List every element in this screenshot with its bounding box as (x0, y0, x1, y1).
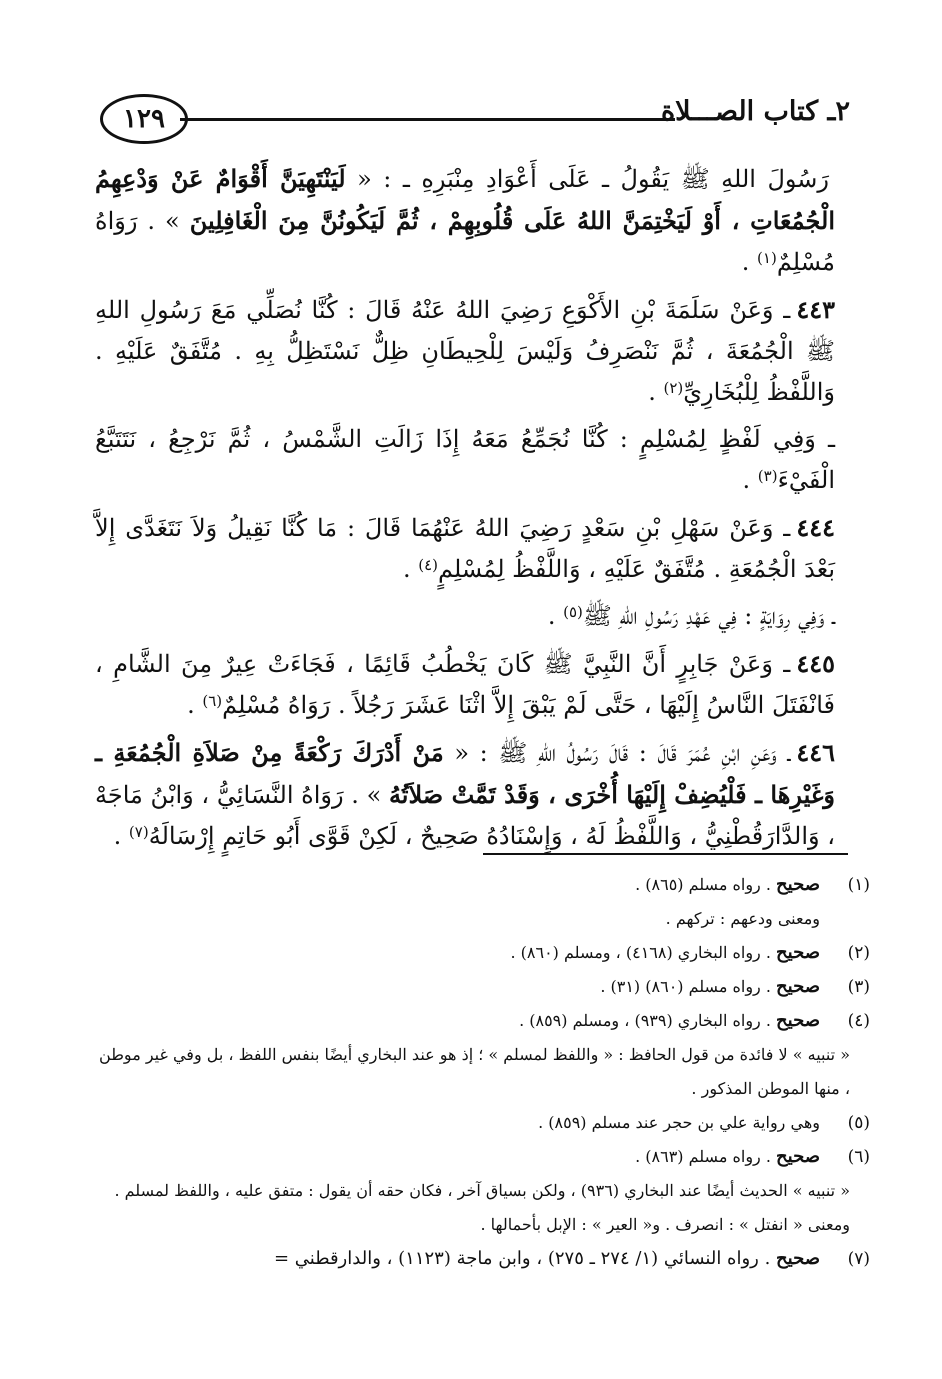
text: . رواه مسلم (٨٦٠) (٣١) . (600, 977, 777, 996)
footnote (90, 902, 870, 936)
text: ـ وَعَنْ جَابِرٍ أَنَّ النَّبِيَّ ﷺ كَانَ يَخْطُبُ قَائِمًا ، فَجَاءَتْ عِيرٌ مِنَ الشَّامِ ، فَانْفَتَلَ النَّاسُ إِلَيْهَا ، حَتَّى لَمْ يَبْقَ إِلاَّ اثْنَا عَشَرَ رَجُلاً . رَوَاهُ مُسْلِمٌ (95, 650, 835, 719)
text: رَسُولَ اللهِ ﷺ يَقُولُ ـ عَلَى أَعْوَادِ مِنْبَرِهِ ـ : « (345, 165, 829, 193)
text: . (187, 691, 203, 719)
footnote-text (90, 936, 820, 970)
text: . رواه البخاري (٩٣٩) ، ومسلم (٨٥٩) . (519, 1011, 777, 1030)
footnote-text (90, 1242, 820, 1276)
text: . (402, 555, 419, 583)
hadith-paragraph (95, 419, 835, 501)
footnote-ref: (١) (757, 249, 777, 267)
text: » . رَوَاهُ النَّسَائِيُّ ، وَابْنُ مَاجَهْ ، وَالدَّارَقُطْنِيُّ ، وَاللَّفْظُ لَهُ ، وَإِسْنَادُهُ صَحِيحٌ ، لَكِنْ قَوَّى أَبُو حَاتِمٍ إِرْسَالَهُ (95, 781, 835, 850)
grade: صحيح (776, 1146, 820, 1167)
grade: صحيح (776, 1248, 820, 1269)
hadith-paragraph (95, 596, 835, 637)
text: . (648, 378, 664, 406)
footnote-separator (483, 853, 848, 855)
text: . (742, 466, 758, 494)
page-header (100, 88, 850, 152)
footnote (90, 1140, 870, 1174)
footnote-number: (٢) (847, 943, 870, 963)
hadith-paragraph (95, 507, 835, 590)
footnote-ref: (٦) (202, 692, 223, 710)
footnote-text: ومعنى ودعهم : تركهم . (665, 909, 820, 928)
footnote (90, 1174, 870, 1208)
footnote-text (90, 868, 820, 902)
footnote (90, 1106, 870, 1140)
grade: صحيح (776, 942, 820, 963)
footnote (90, 1004, 870, 1038)
text: . (547, 602, 564, 630)
footnote-number: (٧) (847, 1249, 870, 1269)
footnote-text: وهي رواية علي بن حجر عند مسلم (٨٥٩) . (538, 1113, 820, 1132)
hadith-paragraph (95, 289, 835, 413)
text: . رواه مسلم (٨٦٣) . (635, 1147, 777, 1166)
footnote-ref: (٤) (418, 556, 438, 574)
text: ـ وَفِي رِوَايَةٍ : فِي عَهْدِ رَسُولِ اللهِ ﷺ (582, 602, 835, 630)
text: » . رَوَاهُ مُسْلِمٌ (95, 207, 835, 276)
footnote-number: (٥) (847, 1113, 870, 1133)
footnote (90, 868, 870, 902)
grade: صحيح (776, 1010, 820, 1031)
text: . (113, 822, 129, 850)
header-rule (180, 118, 675, 121)
footnote (90, 1208, 870, 1242)
hadith-number: ٤٤٣ (796, 295, 835, 324)
hadith-paragraph (95, 643, 835, 726)
footnote-text (90, 1004, 820, 1038)
footnote-number: (٤) (847, 1011, 870, 1031)
footnote-ref: (٣) (757, 467, 778, 485)
main-text (95, 158, 835, 863)
footnote-text (90, 970, 820, 1004)
footnote-ref: (٧) (128, 823, 149, 841)
text: ـ وَعَنِ ابْنِ عُمَرَ قَالَ : قَالَ رَسُولُ اللهِ ﷺ : « (443, 739, 791, 767)
footnote-number: (٣) (847, 977, 870, 997)
footnote (90, 970, 870, 1004)
text: ـ وَعَنْ سَلَمَةَ بْنِ الأَكْوَعِ رَضِيَ اللهُ عَنْهُ قَالَ : كُنَّا نُصَلِّي مَعَ رَسُولِ اللهِ ﷺ الْجُمُعَةَ ، ثُمَّ نَنْصَرِفُ وَلَيْسَ لِلْحِيطَانِ ظِلٌّ نَسْتَظِلُّ بِهِ . مُتَّفَقٌ عَلَيْهِ . وَاللَّفْظُ لِلْبُخَارِيِّ (95, 296, 835, 406)
footnote (90, 1242, 870, 1276)
hadith-number: ٤٤٤ (796, 513, 835, 542)
footnote (90, 936, 870, 970)
quote: لَيَنْتَهِيَنَّ أَقْوَامٌ عَنْ وَدْعِهِمُ الْجُمُعَاتِ ، أَوْ لَيَخْتِمَنَّ اللهُ عَلَى قُلُوبِهِمْ ، ثُمَّ لَيَكُونُنَّ مِنَ الْغَافِلِينَ (95, 164, 835, 235)
text: . رواه النسائي (١/ ٢٧٤ ـ ٢٧٥) ، وابن ماجة (١١٢٣) ، والدارقطني = (273, 1248, 777, 1269)
text: ـ وَفِي لَفْظٍ لِمُسْلِمٍ : كُنَّا نُجَمِّعُ مَعَهُ إِذَا زَالَتِ الشَّمْسُ ، ثُمَّ نَرْجِعُ ، نَتَتَبَّعُ الْفَيْءَ (95, 425, 835, 494)
footnote-number: (٦) (847, 1147, 870, 1167)
hadith-paragraph (95, 732, 835, 857)
footnote (90, 1038, 870, 1106)
text: ـ وَعَنْ سَهْلِ بْنِ سَعْدٍ رَضِيَ اللهُ عَنْهُمَا قَالَ : مَا كُنَّا نَقِيلُ وَلاَ نَتَغَدَّى إِلاَّ بَعْدَ الْجُمُعَةِ . مُتَّفَقٌ عَلَيْهِ ، وَاللَّفْظُ لِمُسْلِمٍ (95, 514, 835, 583)
footnote-ref: (٢) (663, 379, 684, 397)
footnote-text: ومعنى « انفتل » : انصرف . و« العير » : الإبل بأحمالها . (480, 1215, 850, 1234)
footnote-text: « تنبيه » لا فائدة من قول الحافظ : « واللفظ لمسلم » ؛ إذ هو عند البخاري أيضًا بنفس اللفظ ، بل وفي غير موطن ، منها الموطن المذكور . (99, 1045, 850, 1098)
hadith-paragraph (95, 158, 835, 283)
text: . رواه مسلم (٨٦٥) . (635, 875, 777, 894)
hadith-number: ٤٤٥ (796, 649, 835, 678)
quote: مَنْ أَدْرَكَ رَكْعَةً مِنْ صَلاَةِ الْجُمُعَةِ ـ وَغَيْرِهَا ـ فَلْيُضِفْ إِلَيْهَا أُخْرَى ، وَقَدْ تَمَّتْ صَلاَتُهُ (95, 738, 836, 809)
footnote-text (90, 1140, 820, 1174)
grade: صحيح (776, 874, 820, 895)
text: . رواه البخاري (٤١٦٨) ، ومسلم (٨٦٠) . (510, 943, 777, 962)
footnotes (90, 868, 870, 1276)
page-number: ١٢٩ (100, 94, 188, 144)
chapter-title: ٢ـ كتاب الصـــلاة (660, 96, 850, 127)
grade: صحيح (776, 976, 820, 997)
footnote-ref: (٥) (563, 603, 583, 621)
text: . (741, 248, 758, 276)
footnote-text: « تنبيه » الحديث أيضًا عند البخاري (٩٣٦) ، ولكن بسياق آخر ، فكان حقه أن يقول : متفق عليه ، واللفظ لمسلم . (114, 1181, 850, 1200)
hadith-number: ٤٤٦ (796, 738, 835, 767)
footnote-number: (١) (847, 875, 870, 895)
